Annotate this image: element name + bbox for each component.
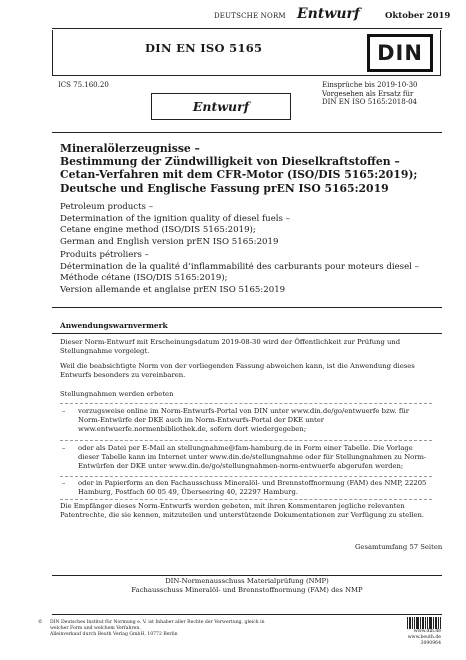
dashed-divider [60, 499, 432, 500]
replacement-line: DIN EN ISO 5165:2018-04 [322, 98, 417, 107]
bullet-dash: – [62, 444, 66, 452]
copyright-line: DIN Deutsches Institut für Normung e. V. ist Inhaber aller Rechte der Verwertung, gleich in [50, 620, 265, 625]
draft-status: Entwurf [297, 6, 360, 22]
title-line: German and English version prEN ISO 5165:2019 [60, 236, 279, 247]
committee-rule [52, 575, 442, 576]
top-bar [0, 0, 466, 30]
title-line: Mineralölerzeugnisse – [60, 142, 200, 155]
comment-option [60, 444, 432, 472]
replacement-info [322, 81, 442, 107]
ics-code: ICS 75.160.20 [58, 81, 109, 89]
patent-notice: Die Empfänger dieses Norm-Entwurfs werden gebeten, mit ihren Kommentaren jegliche relevanten Patentrechte, die sie kennen, mitzuteilen und unterstützende Dokumentationen zur Verfügung zu stellen. [60, 502, 425, 519]
committee-info [52, 577, 442, 595]
beuth-url[interactable]: www.beuth.de [407, 635, 441, 640]
top-rule [52, 28, 442, 29]
replacement-line: Vorgesehen als Ersatz für [322, 89, 414, 98]
committee-line: Fachausschuss Mineralöl- und Brennstoffnormung (FAM) des NMP [131, 586, 363, 594]
din-logo [367, 34, 433, 72]
dashed-divider [60, 476, 432, 477]
title-line: Version allemande et anglaise prEN ISO 5165:2019 [60, 284, 286, 295]
warning-paragraph: Weil die beabsichtigte Norm von der vorliegenden Fassung abweichen kann, ist die Anwendung dieses Entwurfs besonders zu vereinbaren. [60, 362, 415, 379]
replacement-line: Einsprüche bis 2019-10-30 [322, 81, 418, 89]
title-french [60, 250, 438, 296]
comment-option-text: oder als Datei per E-Mail an stellungnahme@fam-hamburg.de in Form einer Tabelle. Die Vorlage dieser Tabelle kann im Internet unter www.din.de/stellungnahme oder für Stellungnahmen zu Norm-Entwürfen der DKE unter www.din.de/go/stellungnahmen-norm-entwuerfe abgerufen werden; [78, 444, 427, 470]
title-line: Cetan-Verfahren mit dem CFR-Motor (ISO/DIS 5165:2019); [60, 168, 418, 182]
committee-line: DIN-Normenausschuss Materialprüfung (NMP) [165, 577, 329, 585]
bullet-dash: – [62, 479, 66, 487]
title-line: Méthode cétane (ISO/DIS 5165:2019); [60, 273, 228, 283]
title-rule [52, 132, 442, 133]
standard-number: DIN EN ISO 5165 [145, 41, 263, 55]
document-id: 3090964 [420, 641, 441, 646]
title-german [60, 142, 438, 195]
copyright-line: welcher Form und welchem Verfahren. [50, 626, 141, 631]
copyright-text [50, 620, 340, 638]
title-line: Deutsche und Englische Fassung prEN ISO 5165:2019 [60, 181, 389, 195]
title-line: Petroleum products – [60, 202, 153, 212]
copyright-line: Alleinverkauf durch Beuth Verlag GmbH, 10772 Berlin [50, 632, 178, 637]
issue-date: Oktober 2019 [385, 11, 451, 21]
warning-paragraph: Dieser Norm-Entwurf mit Erscheinungsdatum 2019-08-30 wird der Öffentlichkeit zur Prüfung und Stellungnahme vorgelegt. [60, 338, 401, 355]
title-line: Cetane engine method (ISO/DIS 5165:2019); [60, 225, 256, 235]
comment-option-text: vorzugsweise online im Norm-Entwurfs-Portal von DIN unter www.din.de/go/entwuerfe bzw. für Norm-Entwürfe der DKE auch im Norm-Entwurfs-Portal der DKE unter www.entwuerfe.normenbibliothek.de, sofern dort wiedergegeben; [78, 407, 410, 433]
din-logo-text: DIN [377, 41, 423, 65]
title-line: Determination of the ignition quality of diesel fuels – [60, 213, 290, 224]
publisher-label: DEUTSCHE NORM [214, 12, 286, 20]
title-line: Détermination de la qualité d’inflammabilité des carburants pour moteurs diesel – [60, 261, 419, 272]
title-line: Bestimmung der Zündwilligkeit von Dieselkraftstoffen – [60, 155, 400, 169]
comment-option [60, 407, 432, 435]
draft-box: Entwurf [151, 93, 291, 120]
copyright-symbol: © [38, 620, 43, 625]
comment-option-text: oder in Papierform an den Fachausschuss Mineralöl- und Brennstoffnormung (FAM) des NMP, 22205 Hamburg, Postfach 60 05 49, Überseering 40, 22297 Hamburg. [78, 479, 427, 496]
comment-option [60, 479, 432, 498]
title-line: Produits pétroliers – [60, 250, 149, 260]
comments-intro: Stellungnahmen werden erbeten [60, 390, 174, 398]
section-rule [52, 307, 442, 308]
barcode-icon [407, 617, 441, 629]
warning-rule [52, 333, 442, 334]
din-url[interactable]: www.din.de [413, 629, 441, 634]
dashed-divider [60, 440, 432, 441]
title-english [60, 202, 438, 248]
footer-links [351, 629, 441, 647]
warning-heading: Anwendungswarnvermerk [60, 321, 168, 330]
bullet-dash: – [62, 407, 66, 415]
dashed-divider [60, 403, 432, 404]
footer-rule [52, 614, 442, 615]
page-count: Gesamtumfang 57 Seiten [355, 543, 443, 551]
